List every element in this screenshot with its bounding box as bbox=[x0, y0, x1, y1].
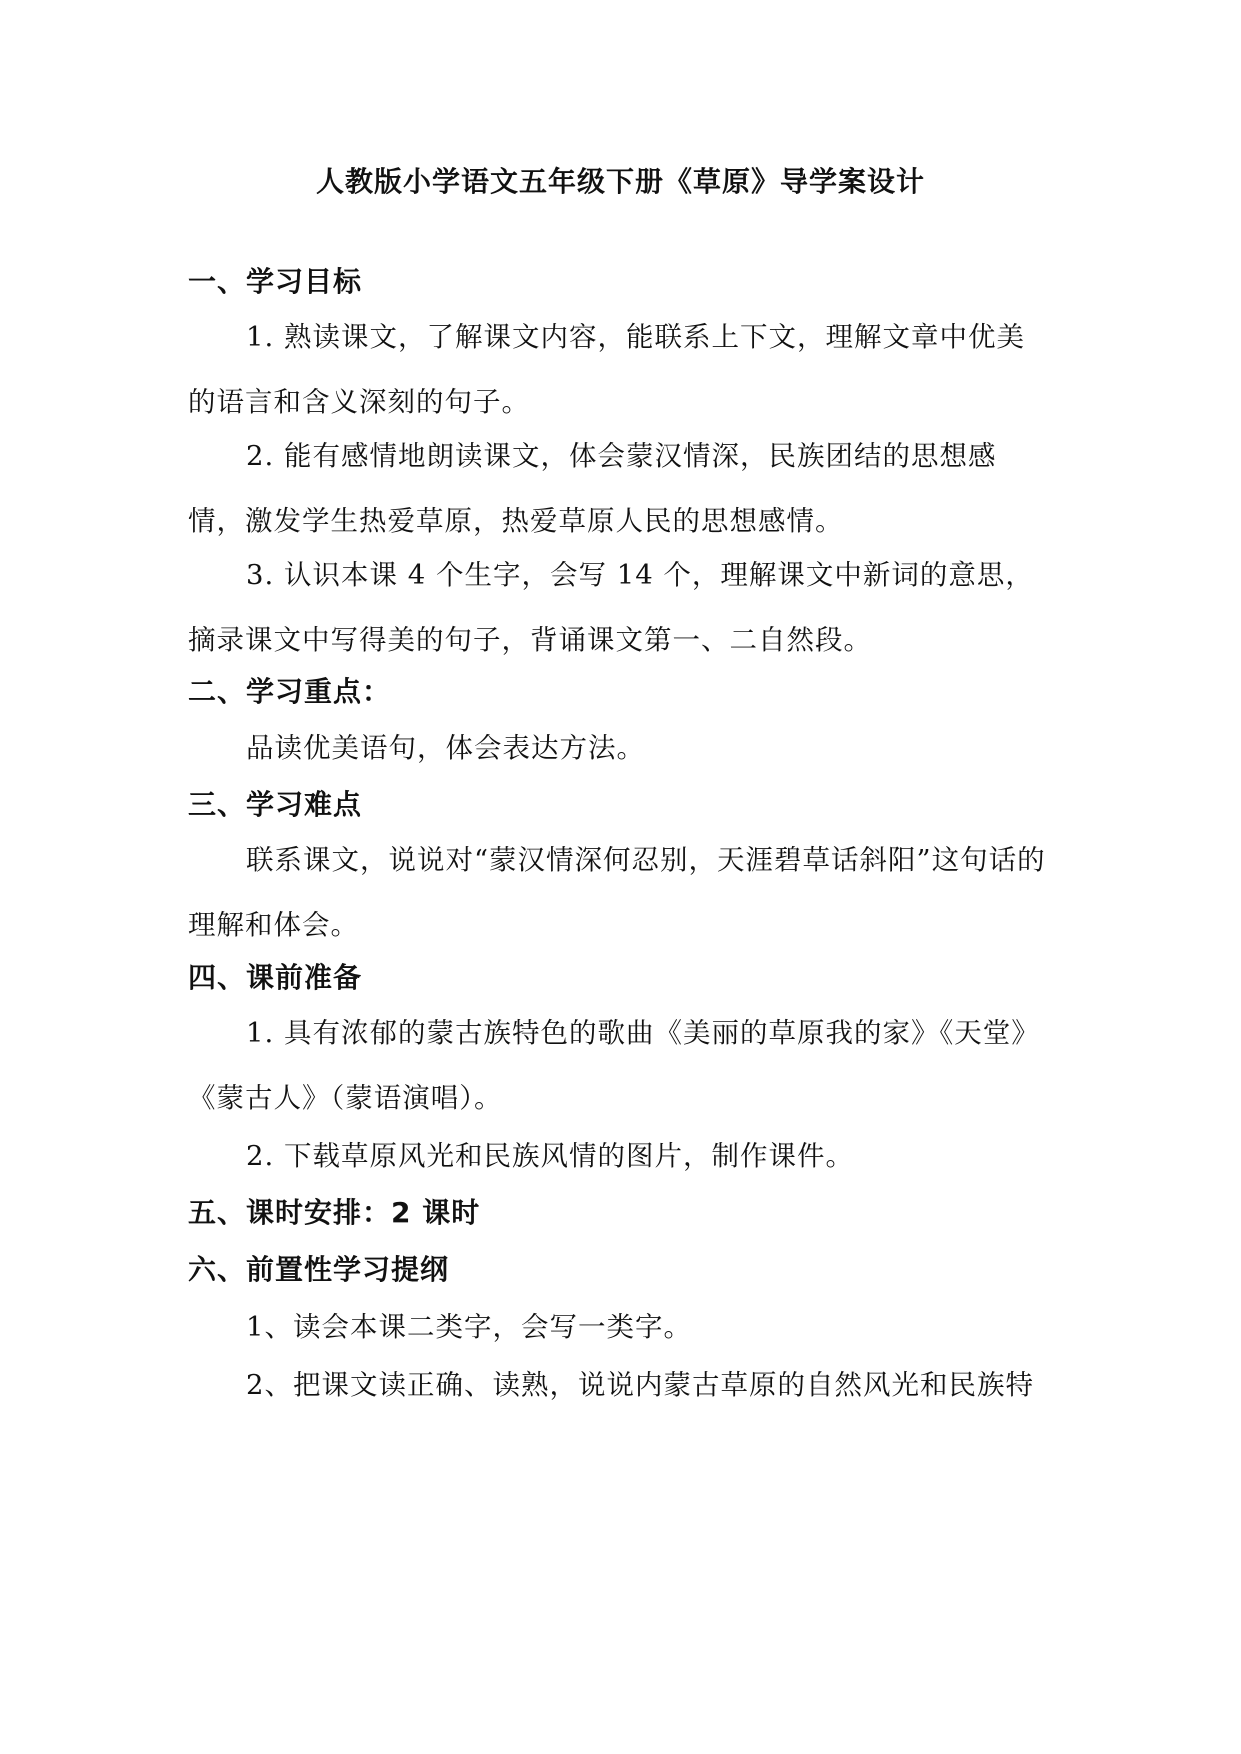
paragraph-6-1: 1、读会本课二类字，会写一类字。 bbox=[246, 1311, 692, 1343]
paragraph-1-1: 1. 熟读课文，了解课文内容，能联系上下文，理解文章中优美的语言和含义深刻的句子。 bbox=[188, 321, 1025, 418]
section-heading-1: 一、学习目标 bbox=[188, 265, 363, 298]
paragraph-1-2: 2. 能有感情地朗读课文，体会蒙汉情深，民族团结的思想感情，激发学生热爱草原，热爱草原人民的思想感情。 bbox=[188, 440, 997, 537]
section-heading-5: 五、课时安排：2 课时 bbox=[188, 1196, 481, 1229]
section-heading-4: 四、课前准备 bbox=[188, 961, 363, 994]
paragraph-4-2: 2. 下载草原风光和民族风情的图片，制作课件。 bbox=[246, 1140, 854, 1172]
paragraph-1-3: 3. 认识本课 4 个生字，会写 14 个，理解课文中新词的意思，摘录课文中写得美的句子，背诵课文第一、二自然段。 bbox=[188, 559, 1034, 656]
paragraph-6-2: 2、把课文读正确、读熟，说说内蒙古草原的自然风光和民族特 bbox=[246, 1369, 1034, 1401]
paragraph-4-1: 1. 具有浓郁的蒙古族特色的歌曲《美丽的草原我的家》《天堂》《蒙古人》（蒙语演唱）。 bbox=[188, 1017, 1040, 1114]
section-heading-3: 三、学习难点 bbox=[188, 788, 363, 821]
section-heading-6: 六、前置性学习提纲 bbox=[188, 1253, 450, 1286]
section-heading-2: 二、学习重点： bbox=[188, 675, 392, 708]
paragraph-3-1: 联系课文，说说对“蒙汉情深何忍别，天涯碧草话斜阳”这句话的理解和体会。 bbox=[188, 844, 1046, 941]
paragraph-2-1: 品读优美语句，体会表达方法。 bbox=[246, 732, 645, 764]
document-title: 人教版小学语文五年级下册《草原》导学案设计 bbox=[315, 165, 925, 198]
